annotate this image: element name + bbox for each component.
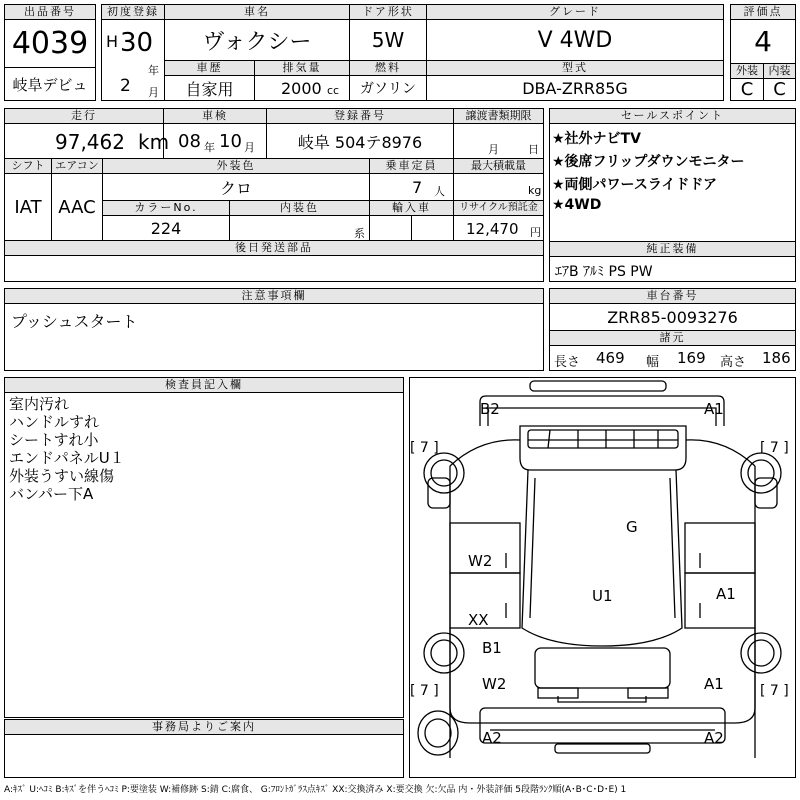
max-load-unit: kg xyxy=(528,184,542,197)
inspection-year: 08 xyxy=(178,131,201,152)
notes-box xyxy=(4,303,544,371)
inspection-month-unit: 月 xyxy=(244,141,255,154)
mark-roof: G xyxy=(626,518,638,536)
displacement-unit: cc xyxy=(327,84,340,97)
inspector-note: バンパー下A xyxy=(9,485,94,503)
legend: A:ｷｽﾞ U:ﾍｺﾐ B:ｷｽﾞを伴うﾍｺﾐ P:要塗装 W:補修跡 S:錆 C:腐食、 G:ﾌﾛﾝﾄｶﾞﾗｽ点ｷｽﾞ XX:交換済み X:要交換 欠:欠品 内・外装評価 5段階ﾗﾝｸ順(A･B･C･D･E) 1 xyxy=(4,785,627,795)
mileage-label: 走行 xyxy=(4,108,164,124)
model-code: DBA-ZRR85G xyxy=(426,75,724,101)
inspection-box xyxy=(163,123,267,159)
mark-left-rear: XX xyxy=(468,611,489,629)
damage-diagram xyxy=(409,377,796,778)
recycle-fee-label: リサイクル預託金 xyxy=(453,200,544,216)
capacity: 7 xyxy=(412,178,423,197)
exterior-label: 外装 xyxy=(730,63,764,79)
transfer-deadline-label: 譲渡書類期限 xyxy=(453,108,544,124)
later-parts-box xyxy=(4,255,544,282)
inspector-note: 外装うすい線傷 xyxy=(9,467,115,485)
score-label: 評価点 xyxy=(730,4,796,20)
later-parts-label: 後日発送部品 xyxy=(4,240,544,256)
inspection-label: 車検 xyxy=(163,108,267,124)
recycle-fee-box xyxy=(453,215,544,241)
mark-front-right: A1 xyxy=(704,400,724,418)
ac-label: エアコン xyxy=(51,158,103,174)
inspection-month: 10 xyxy=(219,131,242,152)
first-registration-label: 初度登録 xyxy=(101,4,165,20)
color-number: 224 xyxy=(102,215,230,241)
interior-color-box xyxy=(229,215,370,241)
tire-depth-rear-left: [ 7 ] xyxy=(410,683,439,699)
auction-venue: 岐阜デビュ xyxy=(4,67,96,101)
sales-point: ★両側パワースライドドア xyxy=(552,177,718,193)
grade: V 4WD xyxy=(426,19,724,61)
exterior-score: C xyxy=(730,78,764,101)
tire-depth-rear-right: [ 7 ] xyxy=(760,683,789,699)
import-box-2 xyxy=(411,215,454,241)
exterior-color: クロ xyxy=(102,173,370,201)
registration-year: 30 xyxy=(120,28,154,58)
tire-depth-front-right: [ 7 ] xyxy=(760,440,789,456)
interior-color-unit: 系 xyxy=(354,227,365,240)
sales-points-box xyxy=(549,123,796,242)
oem-equipment-box xyxy=(549,256,796,282)
door-shape-label: ドア形状 xyxy=(349,4,427,20)
notes-text: プッシュスタート xyxy=(11,312,138,331)
mileage: 97,462 xyxy=(55,130,125,154)
grade-label: グレード xyxy=(426,4,724,20)
oem-equipment: ｴｱB ｱﾙﾐ PS PW xyxy=(555,264,653,280)
plate-number: 岐阜 504テ8976 xyxy=(266,123,454,159)
mark-left-front-door: W2 xyxy=(468,552,493,570)
displacement-label: 排気量 xyxy=(254,60,350,76)
capacity-unit: 人 xyxy=(434,185,445,198)
door-shape: 5W xyxy=(349,19,427,61)
interior-label: 内装 xyxy=(763,63,796,79)
sales-points-label: セールスポイント xyxy=(549,108,796,124)
chassis-number: ZRR85-0093276 xyxy=(549,303,796,331)
car-outline-drawing xyxy=(410,378,795,777)
mileage-unit: km xyxy=(138,130,170,154)
recycle-fee-unit: 円 xyxy=(530,226,541,239)
width-label: 幅 xyxy=(646,355,660,370)
inspector-note: 室内汚れ xyxy=(9,395,70,413)
lot-number-label: 出品番号 xyxy=(4,4,96,20)
specs-box xyxy=(549,345,796,371)
model-label: 型式 xyxy=(426,60,724,76)
max-load-label: 最大積載量 xyxy=(453,158,544,174)
import-label: 輸入車 xyxy=(369,200,454,216)
mark-center: U1 xyxy=(592,587,613,605)
specs-label: 諸元 xyxy=(549,330,796,346)
exterior-color-label: 外装色 xyxy=(102,158,370,174)
mark-rear-right: A2 xyxy=(704,729,724,747)
inspector-note: エンドパネルU１ xyxy=(9,449,125,467)
office-notice-box xyxy=(4,734,404,778)
mark-right-quarter: A1 xyxy=(704,675,724,693)
length: 469 xyxy=(596,349,625,367)
fuel-label: 燃料 xyxy=(349,60,427,76)
length-label: 長さ xyxy=(554,355,581,370)
mark-left-sill: W2 xyxy=(482,675,507,693)
car-history: 自家用 xyxy=(164,75,255,101)
car-name: ヴォクシー xyxy=(164,19,350,61)
first-registration-box xyxy=(101,19,165,101)
notes-label: 注意事項欄 xyxy=(4,288,544,304)
oem-equipment-label: 純正装備 xyxy=(549,241,796,257)
width: 169 xyxy=(677,349,706,367)
inspector-notes-label: 検査員記入欄 xyxy=(4,377,404,393)
max-load-box xyxy=(453,173,544,201)
interior-color-label: 内装色 xyxy=(229,200,370,216)
registration-month: 2 xyxy=(120,76,131,96)
mark-rear-left: A2 xyxy=(482,729,502,747)
era: H xyxy=(106,32,119,51)
air-conditioner: AAC xyxy=(51,173,103,241)
car-name-label: 車名 xyxy=(164,4,350,20)
displacement: 2000 xyxy=(281,79,322,98)
capacity-box xyxy=(369,173,454,201)
inspector-notes-box xyxy=(4,392,404,718)
capacity-label: 乗車定員 xyxy=(369,158,454,174)
mark-front-left: B2 xyxy=(480,400,500,418)
office-notice-label: 事務局よりご案内 xyxy=(4,719,404,735)
transfer-day-unit: 日 xyxy=(528,143,539,156)
tire-depth-front-left: [ 7 ] xyxy=(410,440,439,456)
sales-point: ★社外ナビTV xyxy=(552,131,641,147)
year-unit: 年 xyxy=(148,64,159,77)
month-unit: 月 xyxy=(148,86,159,99)
shift: IAT xyxy=(4,173,52,241)
mark-right-rear-door: A1 xyxy=(716,585,736,603)
inspector-note: ハンドルすれ xyxy=(9,413,100,431)
mileage-box xyxy=(4,123,170,159)
displacement-box xyxy=(254,75,350,101)
car-history-label: 車歴 xyxy=(164,60,255,76)
height-label: 高さ xyxy=(720,355,747,370)
transfer-deadline-box xyxy=(453,123,544,159)
import-box-1 xyxy=(369,215,412,241)
sales-point: ★後席フリップダウンモニター xyxy=(552,154,745,170)
interior-score: C xyxy=(763,78,796,101)
lot-number: 4039 xyxy=(4,19,96,68)
height: 186 xyxy=(762,349,791,367)
inspection-year-unit: 年 xyxy=(204,141,215,154)
chassis-number-label: 車台番号 xyxy=(549,288,796,304)
plate-label: 登録番号 xyxy=(266,108,454,124)
inspector-note: シートすれ小 xyxy=(9,431,99,449)
recycle-fee: 12,470 xyxy=(466,220,519,238)
sales-point: ★4WD xyxy=(552,197,602,213)
color-number-label: カラーNo. xyxy=(102,200,230,216)
transfer-month-unit: 月 xyxy=(488,143,499,156)
shift-label: シフト xyxy=(4,158,52,174)
mark-left-quarter: B1 xyxy=(482,639,502,657)
fuel: ガソリン xyxy=(349,75,427,101)
overall-score: 4 xyxy=(730,19,796,64)
